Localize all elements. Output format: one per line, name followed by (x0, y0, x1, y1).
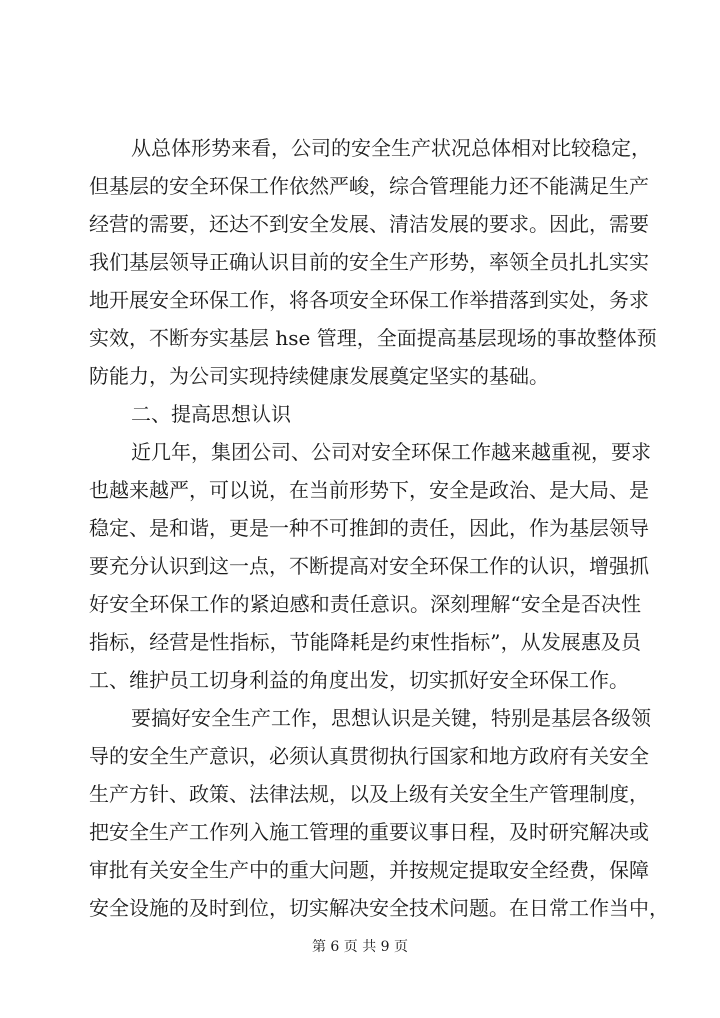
paragraph-2-line-6: 指标，经营是性指标，节能降耗是约束性指标”，从发展惠及员 (89, 630, 641, 654)
paragraph-3-line-1: 要搞好安全生产工作，思想认识是关键，特别是基层各级领 (131, 706, 651, 730)
paragraph-2-line-1: 近几年，集团公司、公司对安全环保工作越来越重视，要求 (131, 440, 651, 464)
paragraph-1-line-3: 经营的需要，还达不到安全发展、清洁发展的要求。因此，需要 (89, 212, 649, 236)
paragraph-1-line-5: 地开展安全环保工作，将各项安全环保工作举措落到实处，务求 (89, 288, 649, 312)
paragraph-1-line-7: 防能力，为公司实现持续健康发展奠定坚实的基础。 (89, 364, 549, 388)
paragraph-3-line-5: 审批有关安全生产中的重大问题，并按规定提取安全经费，保障 (89, 858, 649, 882)
paragraph-1-line-1: 从总体形势来看，公司的安全生产状况总体相对比较稳定， (131, 136, 651, 160)
paragraph-2-line-5: 好安全环保工作的紧迫感和责任意识。深刻理解“安全是否决性 (89, 592, 641, 616)
paragraph-2-line-7: 工、维护员工切身利益的角度出发，切实抓好安全环保工作。 (89, 668, 629, 692)
page-number-footer: 第 6 页 共 9 页 (311, 939, 409, 955)
paragraph-3-line-3: 生产方针、政策、法律法规，以及上级有关安全生产管理制度， (89, 782, 649, 806)
section-heading: 二、提高思想认识 (131, 402, 291, 426)
paragraph-1-line-6: 实效，不断夯实基层 hse 管理，全面提高基层现场的事故整体预 (89, 326, 657, 350)
paragraph-2-line-2: 也越来越严，可以说，在当前形势下，安全是政治、是大局、是 (89, 478, 649, 502)
paragraph-2-line-4: 要充分认识到这一点，不断提高对安全环保工作的认识，增强抓 (89, 554, 649, 578)
paragraph-1-line-2: 但基层的安全环保工作依然严峻，综合管理能力还不能满足生产 (89, 174, 649, 198)
paragraph-3-line-4: 把安全生产工作列入施工管理的重要议事日程，及时研究解决或 (89, 820, 649, 844)
paragraph-3-line-2: 导的安全生产意识，必须认真贯彻执行国家和地方政府有关安全 (89, 744, 649, 768)
paragraph-3-line-6: 安全设施的及时到位，切实解决安全技术问题。在日常工作当中， (89, 896, 669, 920)
paragraph-1-line-4: 我们基层领导正确认识目前的安全生产形势，率领全员扎扎实实 (89, 250, 649, 274)
paragraph-2-line-3: 稳定、是和谐，更是一种不可推卸的责任，因此，作为基层领导 (89, 516, 649, 540)
